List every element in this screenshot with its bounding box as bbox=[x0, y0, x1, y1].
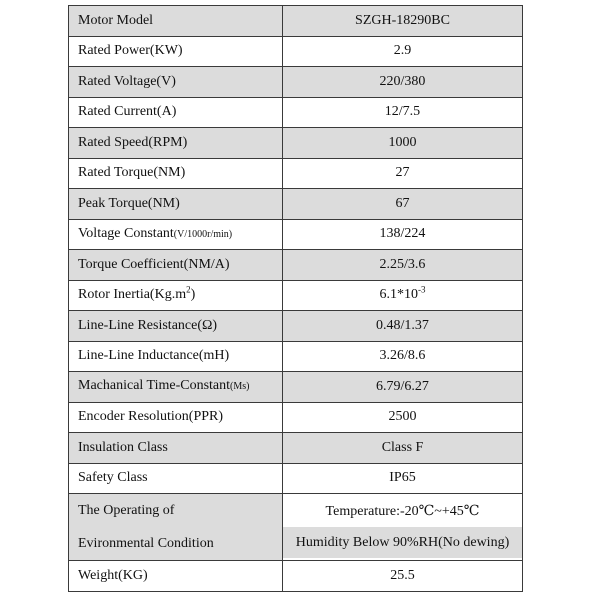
spec-label bbox=[69, 250, 283, 281]
spec-row-rated-current bbox=[69, 97, 523, 128]
spec-value bbox=[283, 372, 523, 403]
spec-label bbox=[69, 219, 283, 250]
spec-row-rated-speed bbox=[69, 128, 523, 159]
spec-value bbox=[283, 341, 523, 372]
spec-value-text: Class F bbox=[381, 439, 424, 455]
spec-value bbox=[283, 6, 523, 37]
spec-label-text: Line-Line Inductance(mH) bbox=[78, 348, 230, 364]
spec-label-text: Rated Torque(NM) bbox=[78, 165, 186, 181]
spec-row-encoder-resolution bbox=[69, 402, 523, 433]
spec-label bbox=[69, 311, 283, 342]
spec-row-insulation-class bbox=[69, 433, 523, 464]
spec-value bbox=[283, 219, 523, 250]
spec-value bbox=[283, 402, 523, 433]
spec-value bbox=[283, 311, 523, 342]
spec-value-text: 220/380 bbox=[379, 73, 426, 89]
spec-value-text: 6.79/6.27 bbox=[376, 378, 429, 394]
spec-value bbox=[283, 280, 523, 311]
spec-value-text: 1000 bbox=[388, 134, 417, 150]
spec-value bbox=[283, 561, 523, 592]
spec-label-unit: (Ms) bbox=[230, 381, 250, 393]
spec-label bbox=[69, 433, 283, 464]
spec-label-text: Rated Speed(RPM) bbox=[78, 134, 188, 150]
spec-value-text: IP65 bbox=[389, 470, 416, 486]
spec-value bbox=[283, 433, 523, 464]
spec-row-rated-voltage bbox=[69, 67, 523, 98]
spec-label-text: Motor Model bbox=[78, 12, 154, 28]
spec-row-weight bbox=[69, 561, 523, 592]
spec-label bbox=[69, 372, 283, 403]
spec-label-text: Rated Voltage(V) bbox=[78, 73, 176, 89]
spec-label bbox=[69, 158, 283, 189]
spec-label-end: ) bbox=[190, 287, 196, 303]
spec-value-text: 12/7.5 bbox=[384, 104, 421, 120]
spec-label bbox=[69, 6, 283, 37]
spec-label-text: Torque Coefficient(NM/A) bbox=[78, 256, 230, 272]
spec-label-text: Peak Torque(NM) bbox=[78, 195, 180, 211]
spec-label bbox=[69, 402, 283, 433]
spec-value bbox=[283, 158, 523, 189]
spec-label bbox=[69, 97, 283, 128]
spec-row-environment bbox=[69, 494, 523, 561]
spec-row-rated-torque bbox=[69, 158, 523, 189]
spec-label bbox=[69, 341, 283, 372]
spec-value-text: 0.48/1.37 bbox=[376, 317, 429, 333]
spec-row-rotor-inertia bbox=[69, 280, 523, 311]
environment-label-line-2: Evironmental Condition bbox=[78, 536, 214, 551]
spec-value-text: SZGH-18290BC bbox=[355, 12, 450, 28]
spec-row-line-inductance bbox=[69, 341, 523, 372]
spec-label-text: Insulation Class bbox=[78, 439, 168, 455]
spec-value-text: 2.9 bbox=[393, 43, 412, 59]
spec-value-text: 6.1*10 bbox=[379, 287, 418, 303]
spec-row-rated-power bbox=[69, 36, 523, 67]
spec-value bbox=[283, 36, 523, 67]
spec-label bbox=[69, 189, 283, 220]
spec-value-text: 25.5 bbox=[390, 567, 415, 583]
spec-label bbox=[69, 463, 283, 494]
spec-value-superscript: -3 bbox=[418, 284, 426, 295]
spec-row-mechanical-time-constant bbox=[69, 372, 523, 403]
spec-value-text: 67 bbox=[395, 195, 410, 211]
spec-label bbox=[69, 128, 283, 159]
spec-value-text: 138/224 bbox=[379, 226, 426, 242]
spec-label-text: Machanical Time-Constant bbox=[78, 378, 231, 394]
spec-value bbox=[283, 250, 523, 281]
spec-value-text: 2500 bbox=[388, 409, 417, 425]
spec-label bbox=[69, 494, 283, 561]
spec-label-superscript: 2 bbox=[186, 284, 191, 295]
spec-row-torque-coefficient bbox=[69, 250, 523, 281]
spec-value bbox=[283, 189, 523, 220]
spec-label-text: Weight(KG) bbox=[78, 567, 148, 583]
spec-value bbox=[283, 494, 523, 561]
spec-label-unit: (V/1000r/min) bbox=[173, 228, 233, 240]
spec-label-text: Rated Current(A) bbox=[78, 104, 177, 120]
spec-label-text: Voltage Constant bbox=[78, 225, 174, 241]
spec-label-text: Rated Power(KW) bbox=[78, 43, 183, 59]
spec-row-safety-class bbox=[69, 463, 523, 494]
spec-row-voltage-constant bbox=[69, 219, 523, 250]
spec-value bbox=[283, 97, 523, 128]
spec-label bbox=[69, 36, 283, 67]
spec-value bbox=[283, 463, 523, 494]
spec-label-text: Safety Class bbox=[78, 470, 148, 486]
spec-label-text: Rotor Inertia(Kg.m bbox=[78, 287, 187, 303]
spec-label-text: Encoder Resolution(PPR) bbox=[78, 409, 224, 425]
spec-value-text: 3.26/8.6 bbox=[379, 348, 426, 364]
spec-value bbox=[283, 128, 523, 159]
spec-label bbox=[69, 67, 283, 98]
spec-row-peak-torque bbox=[69, 189, 523, 220]
spec-label-text: Line-Line Resistance(Ω) bbox=[78, 317, 218, 333]
environment-temperature: Temperature:-20℃~+45℃ bbox=[283, 496, 522, 527]
spec-value-text: 27 bbox=[395, 165, 410, 181]
spec-row-line-resistance bbox=[69, 311, 523, 342]
spec-label bbox=[69, 561, 283, 592]
environment-humidity: Humidity Below 90%RH(No dewing) bbox=[283, 527, 522, 558]
spec-row-motor-model bbox=[69, 6, 523, 37]
spec-value-text: 2.25/3.6 bbox=[379, 256, 426, 272]
spec-value bbox=[283, 67, 523, 98]
motor-spec-table bbox=[68, 5, 523, 592]
spec-label bbox=[69, 280, 283, 311]
environment-label-line-1: The Operating of bbox=[78, 503, 175, 518]
